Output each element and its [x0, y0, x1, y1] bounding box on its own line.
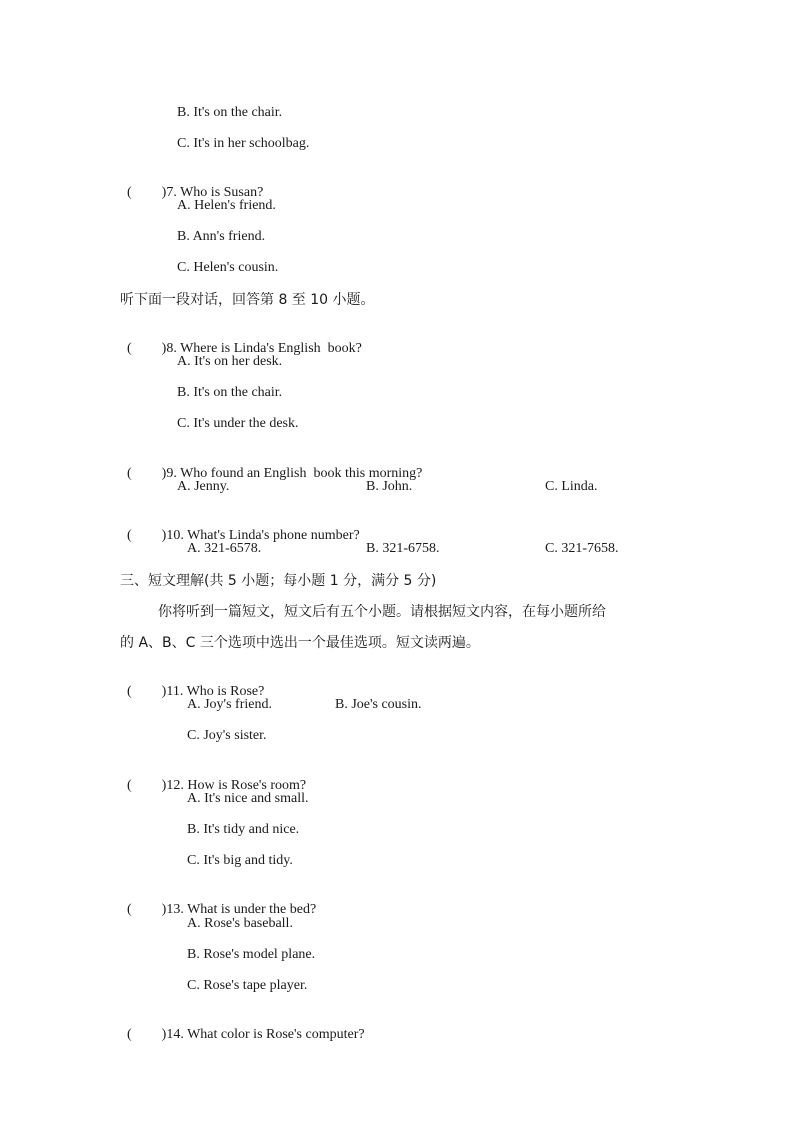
q9-option-c: C. Linda.	[545, 479, 598, 494]
answer-bracket-close: )	[161, 1027, 167, 1042]
q12-option-b: B. It's tidy and nice.	[187, 822, 300, 837]
question-12-text: 12. How is Rose's room?	[166, 778, 307, 793]
q12-option-a: A. It's nice and small.	[187, 791, 309, 806]
q9-option-a: A. Jenny.	[177, 479, 230, 494]
answer-bracket: (	[127, 778, 132, 793]
question-9-text: 9. Who found an English book this morning?	[166, 466, 423, 481]
answer-bracket-close: )	[161, 684, 167, 699]
q8-option-a: A. It's on her desk.	[177, 354, 283, 369]
answer-bracket-close: )	[161, 528, 167, 543]
q10-option-a: A. 321-6578.	[187, 541, 262, 556]
answer-bracket: (	[127, 1027, 132, 1042]
question-8-text: 8. Where is Linda's English book?	[166, 341, 362, 356]
q7-option-c: C. Helen's cousin.	[177, 260, 279, 275]
q6-option-b: B. It's on the chair.	[177, 105, 283, 120]
answer-bracket: (	[127, 466, 132, 481]
question-7-text: 7. Who is Susan?	[166, 185, 264, 200]
answer-bracket: (	[127, 528, 132, 543]
q13-option-b: B. Rose's model plane.	[187, 947, 316, 962]
q13-option-c: C. Rose's tape player.	[187, 978, 308, 993]
answer-bracket: (	[127, 185, 132, 200]
question-14-text: 14. What color is Rose's computer?	[166, 1027, 365, 1042]
answer-bracket-close: )	[161, 902, 167, 917]
q8-option-b: B. It's on the chair.	[177, 385, 283, 400]
q9-option-b: B. John.	[366, 479, 413, 494]
answer-bracket-close: )	[161, 185, 167, 200]
q11-option-c: C. Joy's sister.	[187, 728, 267, 743]
answer-bracket: (	[127, 684, 132, 699]
question-13	[120, 883, 316, 919]
q7-option-b: B. Ann's friend.	[177, 229, 266, 244]
q11-option-b: B. Joe's cousin.	[335, 697, 422, 712]
q11-option-a: A. Joy's friend.	[187, 697, 272, 712]
section-3-intro-line-2: 的 A、B、C 三个选项中选出一个最佳选项。短文读两遍。	[120, 635, 480, 651]
answer-bracket-close: )	[161, 341, 167, 356]
answer-bracket-close: )	[161, 466, 167, 481]
question-10-text: 10. What's Linda's phone number?	[166, 528, 360, 543]
section-3-intro-line-1: 你将听到一篇短文，短文后有五个小题。请根据短文内容，在每小题所给	[158, 604, 606, 620]
section-3-title: 三、短文理解(共 5 小题；每小题 1 分，满分 5 分)	[120, 573, 437, 589]
question-13-text: 13. What is under the bed?	[166, 902, 317, 917]
q12-option-c: C. It's big and tidy.	[187, 853, 293, 868]
question-14	[120, 1008, 365, 1044]
q10-option-b: B. 321-6758.	[366, 541, 440, 556]
answer-bracket-close: )	[161, 778, 167, 793]
answer-bracket: (	[127, 341, 132, 356]
q10-option-c: C. 321-7658.	[545, 541, 619, 556]
q7-option-a: A. Helen's friend.	[177, 198, 276, 213]
q13-option-a: A. Rose's baseball.	[187, 916, 293, 931]
question-11-text: 11. Who is Rose?	[166, 684, 265, 699]
answer-bracket: (	[127, 902, 132, 917]
instruction-8-10: 听下面一段对话，回答第 8 至 10 小题。	[120, 292, 375, 308]
q8-option-c: C. It's under the desk.	[177, 416, 299, 431]
q6-option-c: C. It's in her schoolbag.	[177, 136, 310, 151]
